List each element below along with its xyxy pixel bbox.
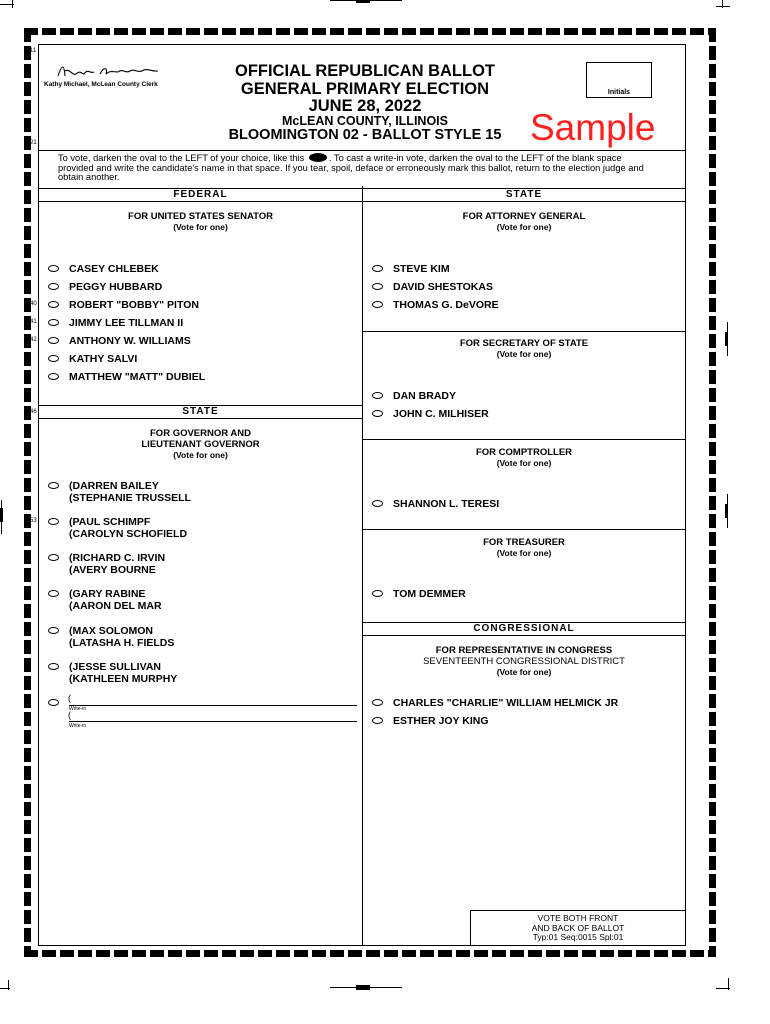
timing-number: 40 [30, 301, 37, 307]
candidate-name: THOMAS G. DeVORE [393, 299, 499, 311]
ticket-governor: (JESSE SULLIVAN [69, 661, 161, 673]
office-representative [362, 645, 686, 678]
ticket-governor: (RICHARD C. IRVIN [69, 552, 166, 564]
vote-for-one: (Vote for one) [496, 667, 552, 677]
writein-label: Write-in [69, 706, 87, 712]
candidate-name: JOHN C. MILHISER [393, 408, 489, 420]
header-divider [38, 150, 686, 151]
vote-oval[interactable] [48, 301, 59, 308]
vote-oval[interactable] [48, 337, 59, 344]
instructions-part2: . To cast a write-in vote, darken the oval to the LEFT of the blank space provided and write the candidate's name in that space. If you tear, spoil, deface or erroneously mark this ballot, return to the election judge and obtain another. [58, 153, 644, 183]
section-header-state-left: STATE [38, 405, 363, 419]
section-header-congressional: CONGRESSIONAL [362, 622, 686, 636]
instructions-part1: To vote, darken the oval to the LEFT of your choice, like this [58, 153, 305, 163]
vote-oval[interactable] [48, 355, 59, 362]
ticket-lt-governor: (LATASHA H. FIELDS [69, 637, 175, 649]
writein-line-1[interactable] [69, 705, 357, 706]
timing-border-bottom [24, 950, 716, 957]
vote-for-one: (Vote for one) [173, 222, 228, 232]
candidate-name: ROBERT "BOBBY" PITON [69, 299, 199, 311]
registration-mark-top-block [356, 0, 370, 3]
office-attorney-general [362, 211, 686, 233]
signature-caption: Kathy Michael, McLean County Clerk [44, 81, 158, 88]
candidate-name: PEGGY HUBBARD [69, 281, 163, 293]
ticket-governor: (DARREN BAILEY [69, 480, 159, 492]
vote-oval[interactable] [48, 482, 59, 489]
ballot-title-3: JUNE 28, 2022 [308, 97, 422, 115]
vote-oval[interactable] [372, 590, 383, 597]
sample-stamp: Sample [530, 107, 656, 148]
ticket-lt-governor: (CAROLYN SCHOFIELD [69, 528, 188, 540]
vote-for-one: (Vote for one) [496, 222, 552, 232]
candidate-name: MATTHEW "MATT" DUBIEL [69, 371, 206, 383]
ballot-title-5: BLOOMINGTON 02 - BALLOT STYLE 15 [228, 127, 502, 143]
vote-oval[interactable] [372, 500, 383, 507]
office-title: FOR SECRETARY OF STATE [459, 338, 589, 349]
office-district: SEVENTEENTH CONGRESSIONAL DISTRICT [423, 656, 625, 667]
writein-oval[interactable] [48, 699, 59, 706]
candidate-name: JIMMY LEE TILLMAN II [69, 317, 184, 329]
office-title: FOR UNITED STATES SENATOR [128, 211, 273, 222]
vote-oval[interactable] [48, 627, 59, 634]
vote-oval[interactable] [48, 663, 59, 670]
timing-number: 21 [30, 140, 37, 146]
office-governor [38, 428, 363, 461]
candidate-name: ANTHONY W. WILLIAMS [69, 335, 191, 347]
registration-mark-bottom-block [356, 985, 370, 990]
crop-mark-top-left-v [12, 0, 13, 8]
office-title: FOR TREASURER [483, 537, 565, 548]
office-comptroller [362, 447, 686, 469]
section-header-state-right: STATE [362, 188, 686, 202]
candidate-name: KATHY SALVI [69, 353, 138, 365]
vote-oval[interactable] [372, 410, 383, 417]
vote-for-one: (Vote for one) [496, 349, 552, 359]
registration-mark-right-2-block [725, 504, 728, 518]
vote-oval[interactable] [48, 373, 59, 380]
divider [362, 529, 686, 530]
vote-oval[interactable] [48, 518, 59, 525]
registration-mark-left-block [0, 508, 3, 522]
ticket-lt-governor: (STEPHANIE TRUSSELL [69, 492, 191, 504]
candidate-name: CASEY CHLEBEK [69, 263, 159, 275]
ballot-title-1: OFFICIAL REPUBLICAN BALLOT [234, 62, 495, 80]
ticket-lt-governor: (AVERY BOURNE [69, 564, 156, 576]
footer-line-1: VOTE BOTH FRONT [537, 913, 619, 923]
vote-oval[interactable] [372, 699, 383, 706]
writein-line-2[interactable] [69, 721, 357, 722]
crop-mark-bottom-left-h [0, 988, 10, 989]
vote-for-one: (Vote for one) [173, 450, 228, 460]
candidate-name: DAVID SHESTOKAS [393, 281, 493, 293]
vote-oval[interactable] [48, 319, 59, 326]
initials-label: Initials [607, 89, 631, 96]
writein-paren: ( [68, 710, 71, 720]
vote-oval[interactable] [372, 717, 383, 724]
candidate-name: STEVE KIM [393, 263, 450, 275]
vote-for-one: (Vote for one) [496, 548, 552, 558]
office-title-1: FOR GOVERNOR AND [150, 428, 251, 439]
writein-paren: ( [68, 693, 71, 703]
office-title: FOR COMPTROLLER [475, 447, 573, 458]
vote-oval[interactable] [48, 590, 59, 597]
vote-oval[interactable] [372, 265, 383, 272]
vote-oval[interactable] [372, 301, 383, 308]
ticket-governor: (PAUL SCHIMPF [69, 516, 151, 528]
ballot-title-2: GENERAL PRIMARY ELECTION [240, 80, 490, 98]
vote-for-one: (Vote for one) [496, 458, 552, 468]
timing-number: 46 [30, 409, 37, 415]
office-secretary-of-state [362, 338, 686, 360]
vote-oval[interactable] [372, 392, 383, 399]
column-divider [362, 186, 363, 946]
office-title: FOR ATTORNEY GENERAL [462, 211, 586, 222]
vote-oval[interactable] [48, 265, 59, 272]
timing-border-right [709, 28, 716, 957]
clerk-signature [56, 62, 160, 82]
vote-oval[interactable] [48, 283, 59, 290]
candidate-name: ESTHER JOY KING [393, 715, 489, 727]
ticket-lt-governor: (KATHLEEN MURPHY [69, 673, 178, 685]
ballot-title-4: McLEAN COUNTY, ILLINOIS [282, 114, 448, 128]
vote-oval[interactable] [372, 283, 383, 290]
ticket-governor: (MAX SOLOMON [69, 625, 153, 637]
timing-number: 11 [30, 48, 37, 54]
timing-border-top [24, 28, 716, 35]
vote-oval[interactable] [48, 554, 59, 561]
filled-oval-example-icon [309, 153, 327, 162]
candidate-name: CHARLES "CHARLIE" WILLIAM HELMICK JR [393, 697, 619, 709]
office-title-2: LIEUTENANT GOVERNOR [141, 439, 260, 450]
timing-border-left [24, 28, 31, 957]
candidate-name: SHANNON L. TERESI [393, 498, 500, 510]
crop-mark-bottom-right-h [716, 988, 730, 989]
candidate-name: TOM DEMMER [393, 588, 466, 600]
office-title: FOR REPRESENTATIVE IN CONGRESS [435, 645, 613, 656]
crop-mark-top-right-h [716, 6, 730, 7]
timing-number: 42 [30, 337, 37, 343]
office-treasurer [362, 537, 686, 559]
writein-label: Write-in [69, 723, 87, 729]
candidate-name: DAN BRADY [393, 390, 456, 402]
instructions [58, 153, 658, 183]
divider [362, 439, 686, 440]
ticket-governor: (GARY RABINE [69, 588, 146, 600]
timing-number: 41 [30, 319, 37, 325]
office-us-senator [38, 211, 363, 233]
registration-mark-right-block [725, 332, 728, 346]
divider [362, 331, 686, 332]
section-header-federal: FEDERAL [38, 188, 363, 202]
footer-line-3: Typ:01 Seq:0015 Spl:01 [532, 932, 624, 942]
footer-box [470, 910, 686, 946]
timing-number: 53 [30, 518, 37, 524]
footer-line-2: AND BACK OF BALLOT [531, 922, 625, 933]
ticket-lt-governor: (AARON DEL MAR [69, 600, 162, 612]
